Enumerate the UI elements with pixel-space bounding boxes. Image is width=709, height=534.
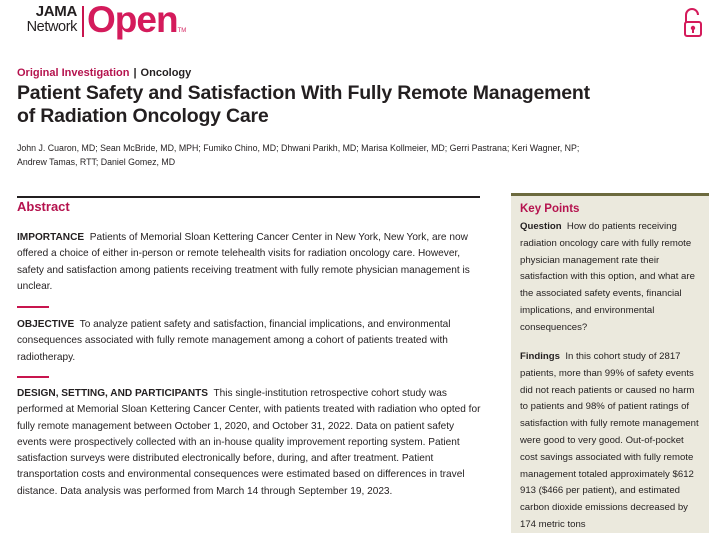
abstract-heading: Abstract — [17, 199, 70, 214]
key-points-top-rule — [511, 193, 709, 196]
section-divider — [17, 376, 49, 378]
authors-line-2: Andrew Tamas, RTT; Daniel Gomez, MD — [17, 157, 176, 167]
author-list — [17, 141, 617, 169]
key-points-findings — [520, 349, 700, 534]
kicker-separator: | — [133, 67, 137, 79]
key-points-heading: Key Points — [520, 203, 580, 215]
objective-text: To analyze patient safety and satisfaction, financial implications, and environmental consequences associated with fully remote management among a cohort of patients treated with radiotherapy. — [17, 319, 451, 363]
design-label: DESIGN, SETTING, AND PARTICIPANTS — [17, 388, 209, 399]
article-subject[interactable]: Oncology — [140, 67, 192, 79]
key-points-question — [520, 219, 700, 337]
title-line-1: Patient Safety and Satisfaction With Fully Remote Management — [17, 82, 590, 104]
article-title — [17, 82, 590, 128]
logo-network-text: Network — [26, 19, 77, 35]
importance-label: IMPORTANCE — [17, 232, 85, 243]
authors-line-1: John J. Cuaron, MD; Sean McBride, MD, MPH; Fumiko Chino, MD; Dhwani Parikh, MD; Marisa Kollmeier, MD; Gerri Pastrana; Keri Wagner, NP; — [17, 143, 580, 153]
section-divider — [17, 306, 49, 308]
article-type[interactable]: Original Investigation — [17, 67, 130, 79]
objective-section — [17, 317, 483, 366]
logo-open-text — [87, 0, 186, 52]
findings-label: Findings — [520, 351, 560, 362]
findings-text: In this cohort study of 2817 patients, more than 99% of safety events did not reach patients or caused no harm to patients and 98% of patient ratings of satisfaction with fully remote management were good to very good. Out-of-pocket cost savings associated with fully remote management totaled approximately $612 913 ($466 per patient), and estimated carbon dioxide emissions decreased by 174 metric tons — [520, 351, 699, 530]
objective-label: OBJECTIVE — [17, 319, 75, 330]
abstract-top-rule — [17, 196, 480, 198]
article-kicker — [17, 67, 191, 79]
question-label: Question — [520, 221, 562, 232]
logo-open-word: Open — [87, 0, 178, 40]
logo-trademark: TM — [177, 28, 187, 34]
logo-divider — [82, 6, 84, 37]
design-section — [17, 386, 483, 500]
importance-text: Patients of Memorial Sloan Kettering Cancer Center in New York, New York, are now offered a choice of either in-person or remote telehealth visits for radiation oncology care. However, safety and satisfaction among patients receiving treatment with fully remote physician management is unclear. — [17, 232, 470, 292]
importance-section — [17, 230, 483, 295]
question-text: How do patients receiving radiation oncology care with fully remote physician management rate their satisfaction with this option, and what are the associated safety events, financial implications, and environmental consequences? — [520, 221, 695, 333]
title-line-2: of Radiation Oncology Care — [17, 105, 269, 127]
open-access-lock-icon[interactable] — [682, 6, 704, 40]
key-points-box — [511, 193, 709, 533]
design-text: This single-institution retrospective cohort study was performed at Memorial Sloan Kettering Cancer Center, with patients treated with radiation who opted for fully remote management between October 1, 2020, and October 31, 2022. Data on patient safety events were prospectively collected with an in-house quality improvement reporting system. Patient satisfaction surveys were distributed electronically before, during, and after treatment. Patient transportation costs and environmental consequences were estimated based on differences in travel distance. Data analysis was performed from March 14 through September 19, 2023. — [17, 388, 481, 497]
logo-jama-text: JAMA — [35, 3, 77, 20]
